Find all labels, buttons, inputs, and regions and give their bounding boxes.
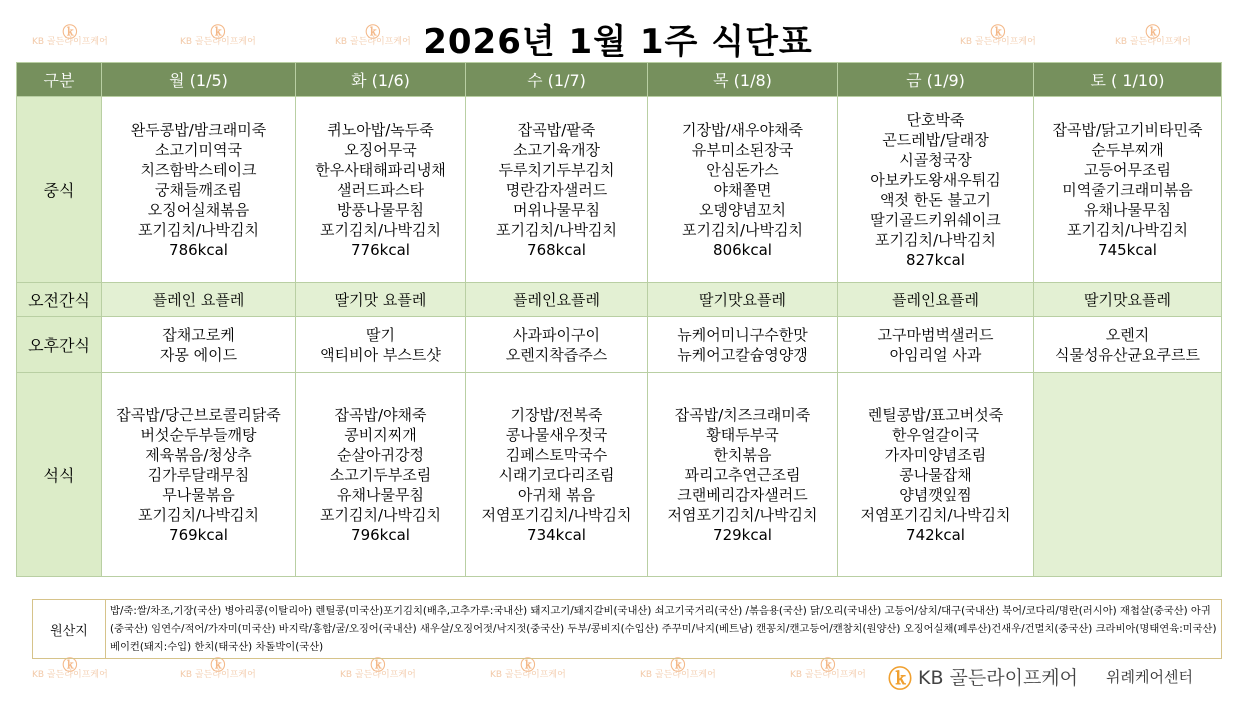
row-label-afternoon-snack: 오후간식	[17, 317, 102, 373]
watermark: ⓚ KB 골든라이프케어	[180, 23, 256, 47]
origin-table	[32, 599, 1222, 659]
center-name: 위례케어센터	[1106, 667, 1193, 686]
morning-snack-cell: 딸기맛 요플레	[296, 283, 466, 317]
watermark: ⓚ KB 골든라이프케어	[340, 656, 416, 680]
watermark: ⓚ KB 골든라이프케어	[32, 23, 108, 47]
header-day: 토 ( 1/10)	[1034, 63, 1222, 97]
afternoon-snack-cell: 뉴케어미니구수한맛 뉴케어고칼슘영양갱	[648, 317, 838, 373]
lunch-cell-fri: 단호박죽 곤드레밥/달래장 시골청국장 아보카도왕새우튀김 액젓 한돈 불고기 딸기골드키위쉐이크 포기김치/나박김치 827kcal	[838, 97, 1034, 283]
dinner-cell-tue: 잡곡밥/야채죽 콩비지찌개 순살아귀강정 소고기두부조림 유채나물무침 포기김치/나박김치 796kcal	[296, 373, 466, 577]
dinner-cell-mon: 잡곡밥/당근브로콜리닭죽 버섯순두부들깨탕 제육볶음/청상추 김가루달래무침 무나물볶음 포기김치/나박김치 769kcal	[102, 373, 296, 577]
morning-snack-cell: 플레인요플레	[466, 283, 648, 317]
header-category: 구분	[17, 63, 102, 97]
header-day: 월 (1/5)	[102, 63, 296, 97]
header-day: 화 (1/6)	[296, 63, 466, 97]
brand-name: KB 골든라이프케어	[918, 666, 1079, 689]
row-label-dinner: 석식	[17, 373, 102, 577]
watermark: ⓚ KB 골든라이프케어	[335, 23, 411, 47]
afternoon-snack-cell: 고구마범벅샐러드 아임리얼 사과	[838, 317, 1034, 373]
watermark: ⓚ KB 골든라이프케어	[32, 656, 108, 680]
afternoon-snack-row	[17, 317, 1222, 373]
dinner-cell-wed: 기장밥/전복죽 콩나물새우젓국 김페스토막국수 시래기코다리조림 아귀채 볶음 저염포기김치/나박김치 734kcal	[466, 373, 648, 577]
lunch-cell-tue: 퀴노아밥/녹두죽 오징어무국 한우사태해파리냉채 샐러드파스타 방풍나물무침 포기김치/나박김치 776kcal	[296, 97, 466, 283]
row-label-lunch: 중식	[17, 97, 102, 283]
dinner-cell-thu: 잡곡밥/치즈크래미죽 황태두부국 한치볶음 꽈리고추연근조림 크랜베리감자샐러드 저염포기김치/나박김치 729kcal	[648, 373, 838, 577]
morning-snack-cell: 플레인 요플레	[102, 283, 296, 317]
afternoon-snack-cell: 오렌지 식물성유산균요쿠르트	[1034, 317, 1222, 373]
header-day: 목 (1/8)	[648, 63, 838, 97]
page-title: 2026년 1월 1주 식단표	[423, 22, 813, 62]
header-day: 수 (1/7)	[466, 63, 648, 97]
dinner-row	[17, 373, 1222, 577]
watermark: ⓚ KB 골든라이프케어	[490, 656, 566, 680]
row-label-morning-snack: 오전간식	[17, 283, 102, 317]
watermark: ⓚ KB 골든라이프케어	[640, 656, 716, 680]
kb-logo-icon: ⓚ	[888, 664, 912, 693]
origin-label: 원산지	[33, 600, 106, 659]
dinner-cell-sat-empty	[1034, 373, 1222, 577]
lunch-cell-sat: 잡곡밥/닭고기비타민죽 순두부찌개 고등어무조림 미역줄기크래미볶음 유채나물무침 포기김치/나박김치 745kcal	[1034, 97, 1222, 283]
morning-snack-cell: 플레인요플레	[838, 283, 1034, 317]
morning-snack-cell: 딸기맛요플레	[1034, 283, 1222, 317]
origin-text: 밥/죽:쌀/차조,기장(국산) 병아리콩(이탈리아) 렌틸콩(미국산)포기김치(배추,고추가루:국내산) 돼지고기/돼지갈비(국내산) 쇠고기국거리(국산) /볶음용(국산) 닭/오리(국내산) 고등어/삼치/대구(국내산) 북어/코다리/명란(러시아) 재첩살(중국산) 아귀(중국산) 임연수/적어/가자미(미국산) 바지락/홍합/굴/오징어(국내산) 새우살/오징어젓/낙지젓(중국산) 두부/콩비지(수입산) 주꾸미/낙지(베트남) 캔꽁치/캔고등어/캔참치(원양산) 오징어실채(페루산)건새우/건멸치(중국산) 크라비아(명태연육:미국산) 베이컨(돼지:수입) 한치(태국산) 차돌박이(국산)	[106, 600, 1222, 659]
morning-snack-cell: 딸기맛요플레	[648, 283, 838, 317]
meal-plan-table	[16, 62, 1222, 577]
afternoon-snack-cell: 딸기 액티비아 부스트샷	[296, 317, 466, 373]
morning-snack-row	[17, 283, 1222, 317]
lunch-cell-wed: 잡곡밥/팥죽 소고기육개장 두루치기두부김치 명란감자샐러드 머위나물무침 포기김치/나박김치 768kcal	[466, 97, 648, 283]
watermark: ⓚ KB 골든라이프케어	[180, 656, 256, 680]
afternoon-snack-cell: 사과파이구이 오렌지착즙주스	[466, 317, 648, 373]
footer-logo	[888, 661, 1193, 691]
lunch-cell-thu: 기장밥/새우야채죽 유부미소된장국 안심돈가스 야채쫄면 오뎅양념꼬치 포기김치/나박김치 806kcal	[648, 97, 838, 283]
watermark: ⓚ KB 골든라이프케어	[1115, 23, 1191, 47]
header-day: 금 (1/9)	[838, 63, 1034, 97]
lunch-row	[17, 97, 1222, 283]
watermark: ⓚ KB 골든라이프케어	[790, 656, 866, 680]
header-row	[17, 63, 1222, 97]
lunch-cell-mon: 완두콩밥/밤크래미죽 소고기미역국 치즈함박스테이크 궁채들깨조림 오징어실채볶음 포기김치/나박김치 786kcal	[102, 97, 296, 283]
watermark: ⓚ KB 골든라이프케어	[960, 23, 1036, 47]
afternoon-snack-cell: 잡채고로케 자몽 에이드	[102, 317, 296, 373]
dinner-cell-fri: 렌틸콩밥/표고버섯죽 한우얼갈이국 가자미양념조림 콩나물잡채 양념깻잎찜 저염포기김치/나박김치 742kcal	[838, 373, 1034, 577]
